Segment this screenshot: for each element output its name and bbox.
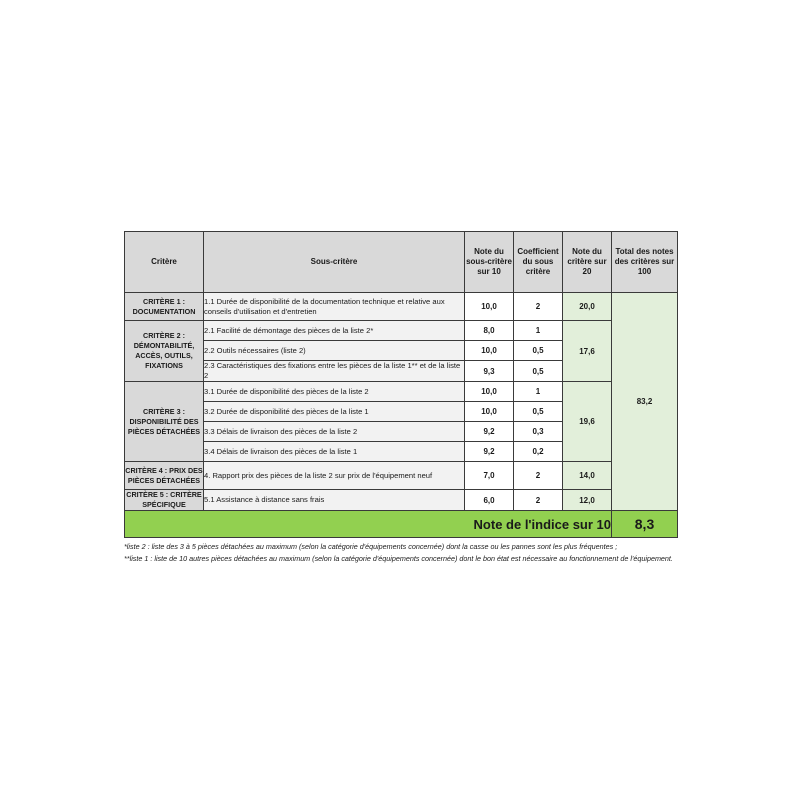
header-critere: Critère <box>125 232 204 293</box>
final-score-label: Note de l'indice sur 10 <box>125 511 612 538</box>
table-row <box>125 293 678 321</box>
subcriterion-2-2-coef: 0,5 <box>514 341 563 361</box>
subcriterion-2-2-note: 10,0 <box>465 341 514 361</box>
header-sous-critere: Sous-critère <box>204 232 465 293</box>
footnote-liste-1: **liste 1 : liste de 10 autres pièces détachées au maximum (selon la catégorie d'équipements concernée) dont le bon état est nécessaire au fonctionnement de l'équipement. <box>124 554 673 563</box>
subcriterion-3-4-coef: 0,2 <box>514 442 563 462</box>
criterion-4-note: 14,0 <box>563 462 612 490</box>
table-row <box>125 490 678 511</box>
subcriterion-2-3-note: 9,3 <box>465 361 514 382</box>
subcriterion-3-3-note: 9,2 <box>465 422 514 442</box>
subcriterion-1-1-note: 10,0 <box>465 293 514 321</box>
subcriterion-3-2-label: 3.2 Durée de disponibilité des pièces de la liste 1 <box>204 402 465 422</box>
criterion-1-note: 20,0 <box>563 293 612 321</box>
subcriterion-4-note: 7,0 <box>465 462 514 490</box>
subcriterion-1-1-coef: 2 <box>514 293 563 321</box>
subcriterion-3-2-coef: 0,5 <box>514 402 563 422</box>
criterion-3-label: CRITÈRE 3 : DISPONIBILITÉ DES PIÈCES DÉTACHÉES <box>125 382 204 462</box>
subcriterion-5-1-coef: 2 <box>514 490 563 511</box>
criterion-3-note: 19,6 <box>563 382 612 462</box>
header-note-sous-critere: Note du sous-critère sur 10 <box>465 232 514 293</box>
subcriterion-2-1-coef: 1 <box>514 321 563 341</box>
header-total: Total des notes des critères sur 100 <box>612 232 678 293</box>
criterion-5-note: 12,0 <box>563 490 612 511</box>
table-row <box>125 321 678 341</box>
subcriterion-3-3-coef: 0,3 <box>514 422 563 442</box>
subcriterion-1-1-label: 1.1 Durée de disponibilité de la documentation technique et relative aux conseils d'utilisation et d'entretien <box>204 293 465 321</box>
subcriterion-2-3-label: 2.3 Caractéristiques des fixations entre les pièces de la liste 1** et de la liste 2 <box>204 361 465 382</box>
final-score-row <box>125 511 678 538</box>
subcriterion-3-1-coef: 1 <box>514 382 563 402</box>
criterion-5-label: CRITÈRE 5 : CRITÈRE SPÉCIFIQUE <box>126 490 202 509</box>
table-row <box>125 462 678 490</box>
repairability-index-table-container <box>124 231 677 565</box>
subcriterion-2-2-label: 2.2 Outils nécessaires (liste 2) <box>204 341 465 361</box>
table-row <box>125 382 678 402</box>
header-coefficient: Coefficient du sous critère <box>514 232 563 293</box>
subcriterion-3-3-label: 3.3 Délais de livraison des pièces de la liste 2 <box>204 422 465 442</box>
header-note-critere: Note du critère sur 20 <box>563 232 612 293</box>
subcriterion-3-2-note: 10,0 <box>465 402 514 422</box>
subcriterion-3-1-note: 10,0 <box>465 382 514 402</box>
subcriterion-5-1-note: 6,0 <box>465 490 514 511</box>
repairability-index-table <box>124 231 678 538</box>
criterion-2-note: 17,6 <box>563 321 612 382</box>
footnotes <box>124 541 677 565</box>
final-score-value: 8,3 <box>612 511 678 538</box>
subcriterion-3-4-note: 9,2 <box>465 442 514 462</box>
subcriterion-5-1-label: 5.1 Assistance à distance sans frais <box>204 490 465 511</box>
subcriterion-3-4-label: 3.4 Délais de livraison des pièces de la liste 1 <box>204 442 465 462</box>
criterion-1-label: CRITÈRE 1 : DOCUMENTATION <box>125 293 204 321</box>
footnote-liste-2: *liste 2 : liste des 3 à 5 pièces détachées au maximum (selon la catégorie d'équipements concernée) dont la casse ou les pannes sont les plus fréquentes ; <box>124 542 618 551</box>
criterion-4-label: CRITÈRE 4 : PRIX DES PIÈCES DÉTACHÉES <box>125 462 204 490</box>
subcriterion-4-coef: 2 <box>514 462 563 490</box>
subcriterion-2-1-label: 2.1 Facilité de démontage des pièces de la liste 2* <box>204 321 465 341</box>
total-score: 83,2 <box>612 293 678 511</box>
criterion-2-label: CRITÈRE 2 : DÉMONTABILITÉ, ACCÈS, OUTILS, FIXATIONS <box>125 321 204 382</box>
subcriterion-2-1-note: 8,0 <box>465 321 514 341</box>
subcriterion-2-3-coef: 0,5 <box>514 361 563 382</box>
subcriterion-3-1-label: 3.1 Durée de disponibilité des pièces de la liste 2 <box>204 382 465 402</box>
subcriterion-4-label: 4. Rapport prix des pièces de la liste 2 sur prix de l'équipement neuf <box>204 462 465 490</box>
